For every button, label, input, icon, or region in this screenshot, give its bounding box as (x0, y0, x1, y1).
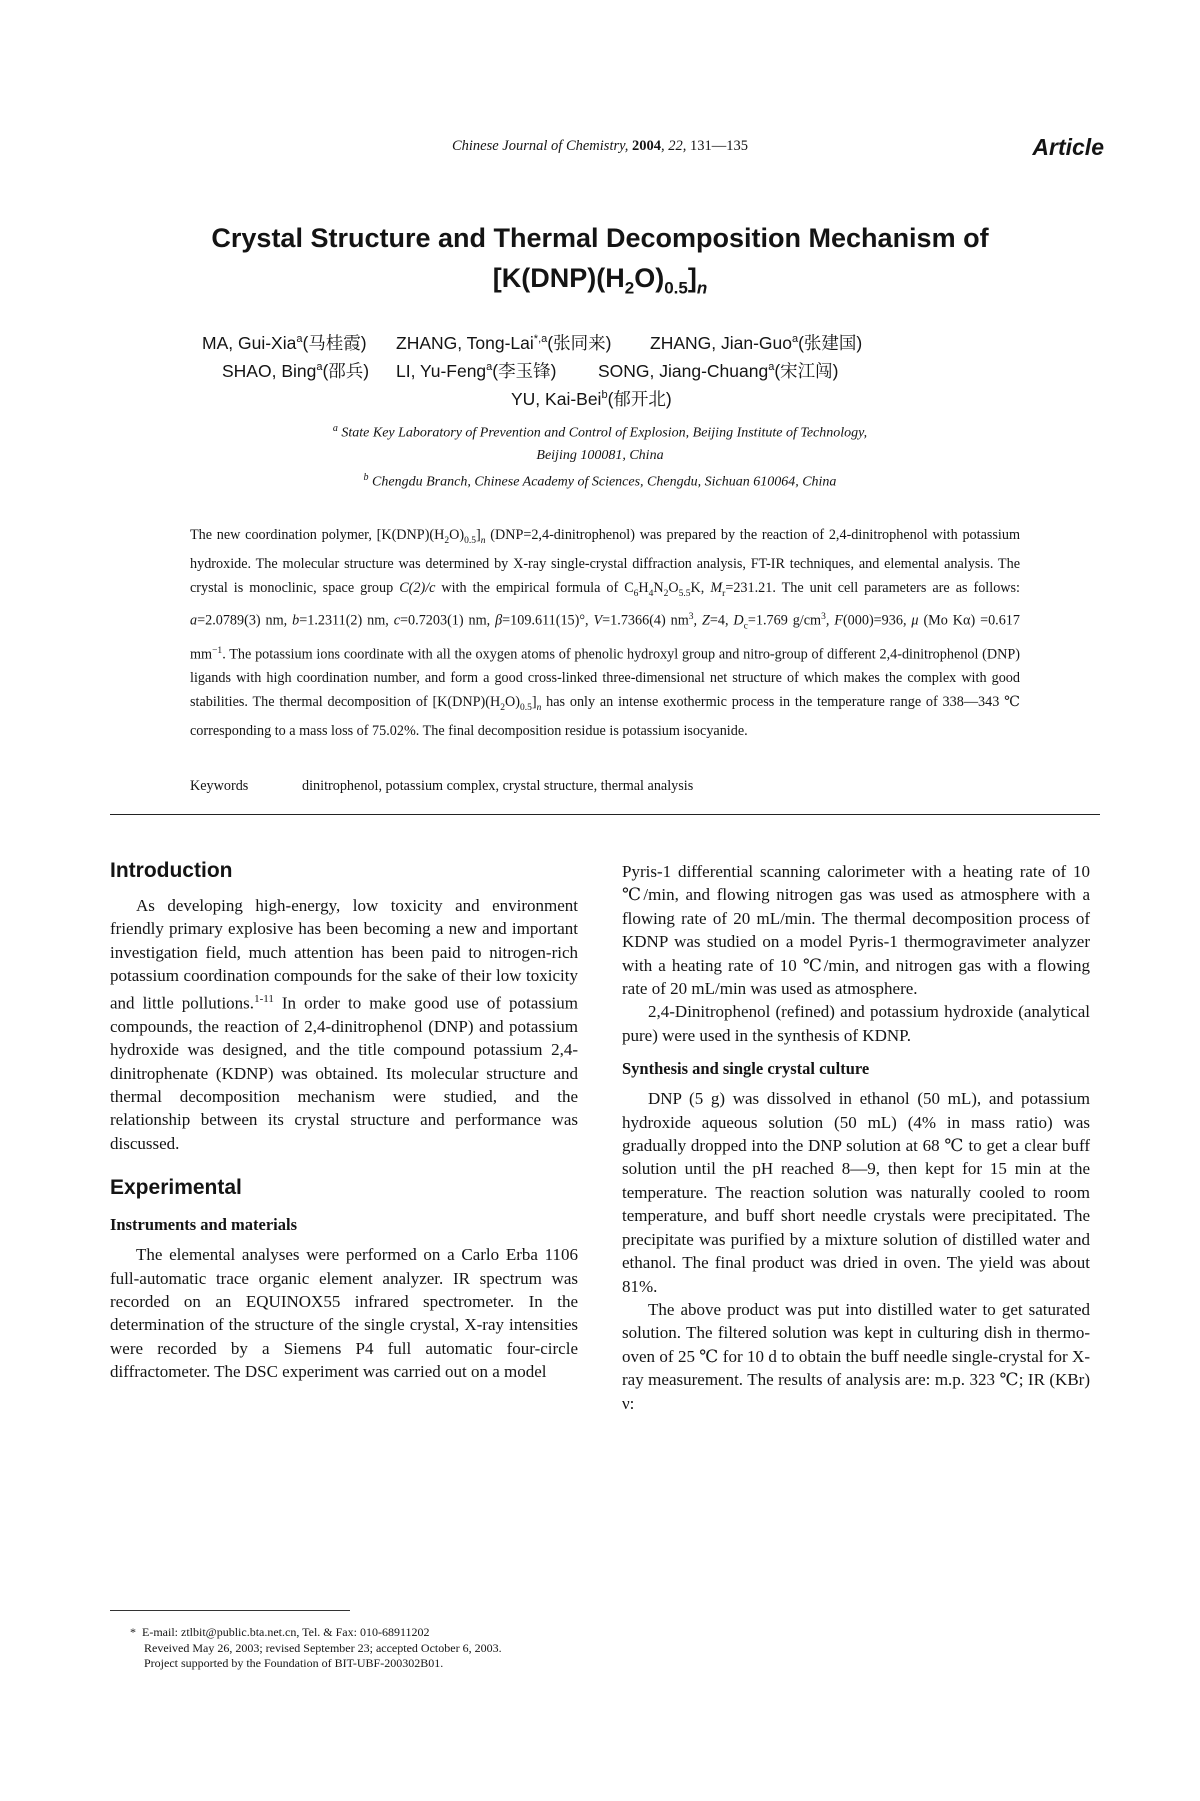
synthesis-subheading: Synthesis and single crystal culture (622, 1059, 870, 1079)
author-5: LI, Yu-Feng$^a$(李玉锋) (396, 360, 557, 381)
footnote-project: Project supported by the Foundation of BIT-UBF-200302B01. (144, 1656, 444, 1670)
author-4: SHAO, Bing$^a$(邵兵) (222, 360, 370, 381)
affiliation-b: $^b$ Chengdu Branch, Chinese Academy of Sciences, Chengdu, Sichuan 610064, China (363, 471, 837, 490)
instruments-paragraph-cont: Pyris-1 differential scanning calorimeter with a heating rate of 10 ℃/min, and flowing nitrogen gas was used as atmosphere with a flowing rate of 20 mL/min. The thermal decomposition process of KDNP was studied on a model Pyris-1 thermogravimeter analyzer with a heating rate of 10 ℃/min, and nitrogen gas with a flowing rate of 20 mL/min was used as atmosphere. (622, 862, 1090, 999)
journal-pages: 131—135 (690, 138, 749, 154)
footnotes (130, 1625, 930, 1672)
article-type: Article (1032, 134, 1104, 160)
author-2: ZHANG, Tong-Lai$^{*,a}$(张同来) (396, 332, 612, 353)
running-head (0, 134, 1200, 160)
introduction-heading: Introduction (110, 859, 233, 882)
section-divider (110, 814, 1100, 815)
author-list (160, 325, 1040, 409)
keywords-label: Keywords (190, 778, 249, 794)
left-column (110, 856, 578, 1384)
introduction-paragraph: As developing high-energy, low toxicity and environment friendly primary explosive has been becoming a new and important investigation field, much attention has been paid to nitrogen-rich potassium coordination compounds for the sake of their low toxicity and little pollutions.$^{1-11}$ In order to make good use of potassium compounds, the reaction of 2,4-dinitrophenol (DNP) and potassium hydroxide was designed, and the title compound potassium 2,4-dinitrophenate (KDNP) was obtained. Its molecular structure and thermal decomposition mechanism were studied, and the relationship between its crystal structure and performance was discussed. (110, 896, 579, 1153)
experimental-heading: Experimental (110, 1176, 242, 1200)
author-6: SONG, Jiang-Chuang$^a$(宋江闯) (598, 360, 839, 381)
crystal-culture-paragraph: The above product was put into distilled water to get saturated solution. The filtered solution was kept in culturing dish in thermo-oven of 25 ℃ for 10 d to obtain the buff needle single-crystal for X-ray measurement. The results of analysis are: m.p. 323 ℃; IR (KBr) ν: (622, 1299, 1090, 1413)
instruments-paragraph: The elemental analyses were performed on a Carlo Erba 1106 full-automatic trace organic element analyzer. IR spectrum was recorded on an EQUINOX55 infrared spectrometer. In the determination of the structure of the single crystal, X-ray intensities were recorded by a Siemens P4 full automatic four-circle diffractometer. The DSC experiment was carried out on a model (110, 1245, 578, 1382)
author-7: YU, Kai-Bei$^b$(郁开北) (511, 388, 672, 409)
journal-volume: 22 (668, 138, 683, 154)
affiliation-a-city: Beijing 100081, China (536, 447, 664, 463)
abstract: The new coordination polymer, $[K(DNP)(H_2O)_{0.5}]_n$ (DNP=2,4-dinitrophenol) was prepared by the reaction of 2,4-dinitrophenol with potassium hydroxide. The molecular structure was determined by X-ray single-crystal diffraction analysis, FT-IR techniques, and elemental analysis. The crystal is monoclinic, space group C(2)/c with the empirical formula of $C_6H_4N_2O_{5.5}K$, $M_r=231.21$. The unit cell parameters are as follows: a=2.0789(3) nm, b=1.2311(2) nm, c=0.7203(1) nm, β=109.611(15)°, V=1.7366(4) $nm^3$, Z=4, $D_c=1.769$ $g/cm^3$, F(000)=936, μ (Mo Kα) =0.617 $mm^{-1}$. The potassium ions coordinate with all the oxygen atoms of phenolic hydroxyl group and nitro-group of different 2,4-dinitrophenol (DNP) ligands with high coordination number, and form a good cross-linked three-dimensional net structure of which makes the complex with good stabilities. The thermal decomposition of $[K(DNP)(H_2O)_{0.5}]_n$ has only an intense exothermic process in the temperature range of 338—343 ℃ corresponding to a mass loss of 75.02%. The final decomposition residue is potassium isocyanide. (190, 527, 1020, 739)
synthesis-paragraph: DNP (5 g) was dissolved in ethanol (50 mL), and potassium hydroxide aqueous solution (50 mL) (4% in mass ratio) was gradually dropped into the DNP solution at 68 ℃ to get a clear buff solution until the pH reached 8—9, then kept for 15 min at the temperature. The reaction solution was naturally cooled to room temperature, and buff short needle crystals were precipitated. The precipitate was purified by a mixture solution of distilled water and ethanol. The final product was dried in oven. The yield was about 81%. (622, 1089, 1090, 1296)
journal-year: 2004 (632, 138, 662, 154)
title-line1: Crystal Structure and Thermal Decomposition Mechanism of (211, 223, 989, 253)
author-3: ZHANG, Jian-Guo$^a$(张建国) (650, 332, 863, 353)
journal-citation: Chinese Journal of Chemistry, 2004, 22, 131—135 (451, 138, 749, 154)
journal-name: Chinese Journal of Chemistry (451, 138, 625, 154)
instruments-subheading: Instruments and materials (110, 1215, 298, 1235)
affiliation-a: $^a$ State Key Laboratory of Prevention and Control of Explosion, Beijing Institute of Technology, (332, 423, 868, 441)
keywords (190, 778, 1020, 795)
footnote-received: Reveived May 26, 2003; revised September 23; accepted October 6, 2003. (144, 1640, 502, 1655)
footnote-rule (110, 1610, 350, 1611)
right-column (622, 860, 1090, 1415)
paper-title (140, 218, 1060, 298)
materials-paragraph: 2,4-Dinitrophenol (refined) and potassium hydroxide (analytical pure) were used in the synthesis of KDNP. (622, 1002, 1090, 1045)
footnote-email: * E-mail: ztlbit@public.bta.net.cn, Tel. & Fax: 010-68911202 (130, 1625, 430, 1639)
keywords-text: dinitrophenol, potassium complex, crystal structure, thermal analysis (302, 778, 694, 794)
affiliations (160, 418, 1040, 493)
author-1: MA, Gui-Xia$^a$(马桂霞) (202, 332, 367, 353)
title-formula: $[K(DNP)(H_2O)_{0.5}]_n$ (492, 263, 708, 298)
